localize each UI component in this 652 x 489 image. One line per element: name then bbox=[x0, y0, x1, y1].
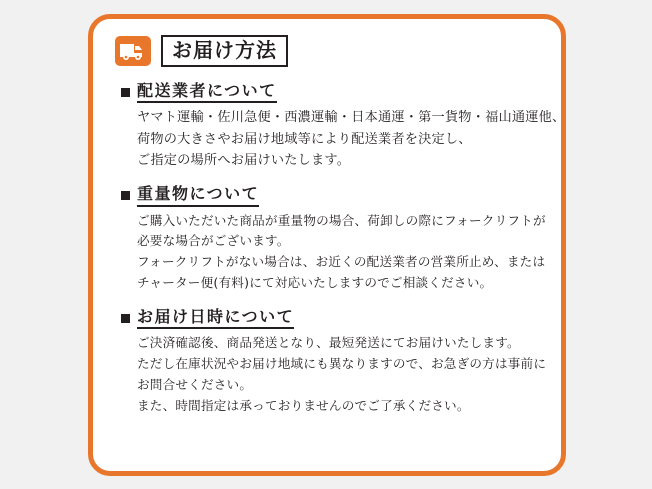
body-line: ご購入いただいた商品が重量物の場合、荷卸しの際にフォークリフトが bbox=[137, 212, 546, 228]
body-line: ただし在庫状況やお届け地域にも異なりますので、お急ぎの方は事前に bbox=[137, 356, 547, 372]
body-line: チャーター便(有料)にて対応いたしますのでご相談ください。 bbox=[137, 275, 493, 291]
section-heading-row bbox=[115, 184, 541, 206]
card-title-row bbox=[115, 35, 541, 67]
bullet-square-icon bbox=[121, 191, 130, 200]
bullet-square-icon bbox=[121, 88, 130, 97]
card-inner bbox=[93, 19, 566, 471]
section-shipping-carriers bbox=[115, 81, 566, 171]
delivery-truck-icon bbox=[115, 36, 151, 66]
section-body bbox=[115, 333, 547, 417]
body-line: お問合せください。 bbox=[137, 377, 253, 393]
body-line: 必要な場合がございます。 bbox=[137, 233, 290, 249]
delivery-info-card bbox=[88, 14, 566, 476]
bullet-square-icon bbox=[121, 314, 130, 323]
section-title: 配送業者について bbox=[137, 81, 277, 103]
body-line: フォークリフトがない場合は、お近くの配送業者の営業所止め、または bbox=[137, 254, 546, 270]
section-heavy-items bbox=[115, 184, 546, 294]
body-line: ご指定の場所へお届けいたします。 bbox=[137, 152, 351, 168]
section-body bbox=[115, 211, 546, 295]
body-line: 荷物の大きさやお届け地域等により配送業者を決定し、 bbox=[137, 131, 472, 147]
body-line: ヤマト運輸・佐川急便・西濃運輸・日本通運・第一貨物・福山通運他、 bbox=[137, 110, 566, 126]
page-title: お届け方法 bbox=[161, 35, 288, 67]
section-delivery-datetime bbox=[115, 307, 547, 417]
section-heading-row bbox=[115, 81, 541, 103]
body-line: ご決済確認後、商品発送となり、最短発送にてお届けいたします。 bbox=[137, 335, 520, 351]
section-title: お届け日時について bbox=[137, 307, 294, 329]
body-line: また、時間指定は承っておりませんのでご了承ください。 bbox=[137, 397, 470, 413]
section-body bbox=[115, 107, 566, 171]
section-title: 重量物について bbox=[137, 184, 259, 206]
section-heading-row bbox=[115, 307, 541, 329]
